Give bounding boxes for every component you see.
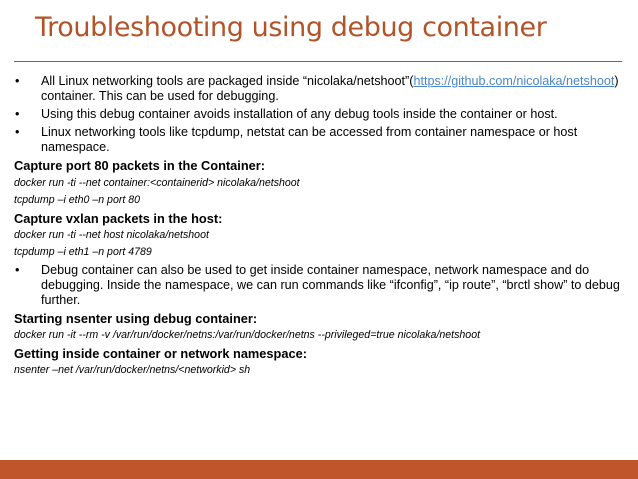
code-line: docker run -it --rm -v /var/run/docker/netns:/var/run/docker/netns --privileged=true nicolaka/netshoot <box>14 329 481 342</box>
code-line: tcpdump –i eth1 –n port 4789 <box>14 245 152 258</box>
slide-title: Troubleshooting using debug container <box>35 12 547 43</box>
section-heading: Getting inside container or network namespace: <box>14 346 307 362</box>
bullet-text: Using this debug container avoids installation of any debug tools inside the container or host. <box>41 107 558 122</box>
code-line: nsenter –net /var/run/docker/netns/<networkid> sh <box>14 364 251 377</box>
bullet-item <box>14 74 626 104</box>
section-heading: Starting nsenter using debug container: <box>14 310 258 326</box>
slide-content <box>14 74 626 381</box>
footer-bar <box>0 460 638 479</box>
code-line: docker run -ti --net container:<containerid> nicolaka/netshoot <box>14 176 300 189</box>
bullet-item <box>14 263 626 308</box>
section-heading: Capture port 80 packets in the Container: <box>14 158 266 174</box>
bullet-item <box>14 107 626 122</box>
bullet-dot: • <box>15 125 20 140</box>
bullet-text <box>41 74 626 104</box>
bullet-item <box>14 125 626 155</box>
bullet-text-end: ) container. This can be used for debugging. <box>41 74 619 104</box>
bullet-text-start: All Linux networking tools are packaged inside “nicolaka/netshoot”( <box>41 74 414 88</box>
netshoot-link[interactable]: https://github.com/nicolaka/netshoot <box>413 74 615 88</box>
code-line: tcpdump –i eth0 –n port 80 <box>14 193 141 206</box>
bullet-dot: • <box>15 262 20 277</box>
section-heading: Capture vxlan packets in the host: <box>14 210 223 226</box>
bullet-dot: • <box>15 107 20 122</box>
bullet-text: Debug container can also be used to get inside container namespace, network namespace and do debugging. Inside the namespace, we can run commands like “ifconfig”, “ip route”, “brctl show” to debug further. <box>41 262 620 307</box>
bullet-dot: • <box>15 74 20 88</box>
bullet-text: Linux networking tools like tcpdump, netstat can be accessed from container namespace or host namespace. <box>41 125 578 155</box>
title-divider <box>14 61 622 62</box>
code-line: docker run -ti --net host nicolaka/netshoot <box>14 228 209 241</box>
